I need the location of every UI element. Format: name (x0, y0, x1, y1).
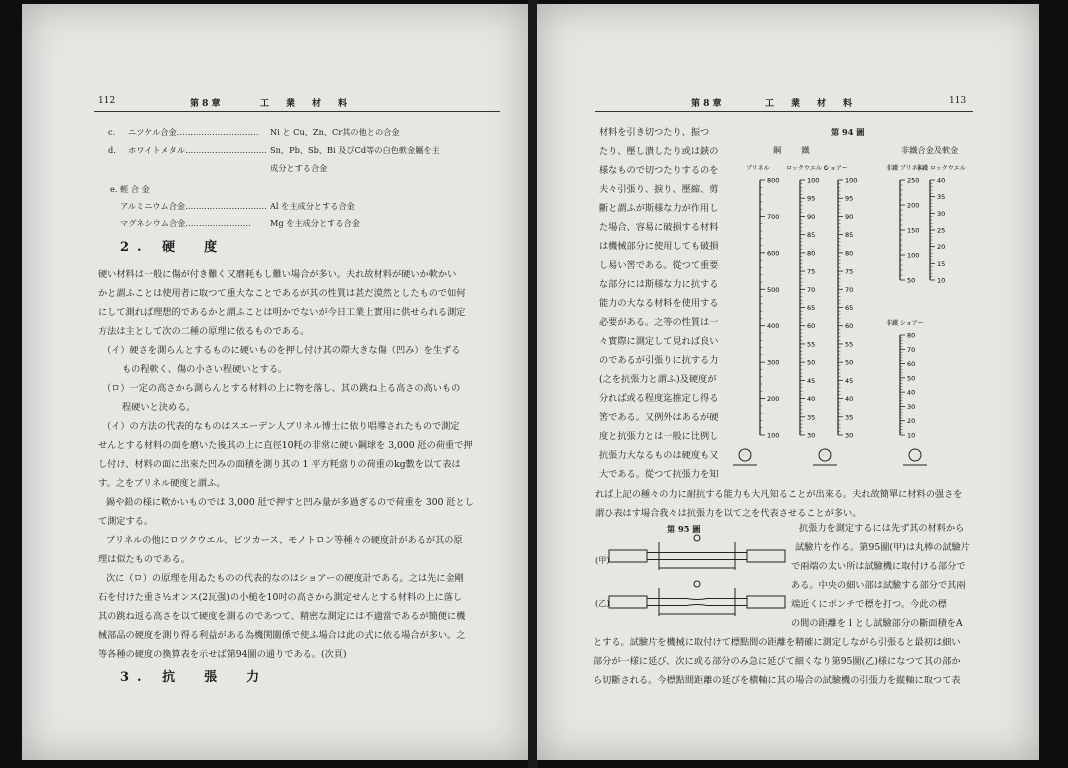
light-alloy-al-name: アルミニウム合金………………………… (120, 201, 267, 211)
indenter-sketch (739, 449, 751, 461)
chapter-title: 工 業 材 料 (260, 99, 352, 109)
cross-section-circle (694, 581, 700, 587)
nomogram-tick-label: 40 (807, 395, 816, 404)
chapter-title: 工 業 材 料 (765, 99, 857, 109)
paragraph-line: かと謂ふことは使用者に取つて重大なことであるが其の性質は甚だ漠然としたもので如何 (98, 288, 466, 299)
column-line: は機械部分に使用しても破損 (599, 241, 719, 252)
nomogram-tick-label: 40 (845, 395, 854, 404)
alloy-d-marker: d. (108, 145, 116, 155)
side-line: 試驗片を作る。第95圖(甲)は丸棒の試驗片 (795, 542, 971, 553)
nomogram-tick-label: 95 (807, 194, 816, 203)
nomogram-scale-label: 非鐵 ブリネル (886, 165, 924, 172)
column-line: 抗張力大なるものは硬度も又 (599, 450, 719, 461)
paragraph-line: （ロ）一定の高さから測らんとする材料の上に物を落し、其の跳ね上る高さの高いもの (102, 383, 461, 394)
nomogram-tick-label: 50 (807, 358, 816, 367)
specimen-b-necked (647, 599, 747, 606)
nomogram-tick-label: 35 (807, 413, 816, 422)
alloy-d-name: ホワイトメタル………………………… (128, 145, 267, 155)
side-line: 端近くにポンチで標を打つ。今此の標 (791, 599, 947, 610)
bottom-line: ら切斷される。今標點間距離の延びを横軸に其の場合の試驗機の引張力を縦軸に取つて表 (593, 675, 961, 686)
light-alloy-mg-name: マグネシウム合金…………………… (120, 218, 251, 228)
nomogram-tick-label: 30 (807, 431, 816, 440)
paragraph-line: 械部品の硬度を測り得る利益がある為機関關係で使ふ場合は此の式に依る場合が多い。之 (98, 630, 466, 641)
column-line: 斷と謂ふが斯様な力が作用し (599, 203, 719, 214)
nomogram-tick-label: 150 (907, 226, 920, 235)
column-line: 能力の大なる材料を使用する (599, 298, 719, 309)
alloy-d-desc-cont: 成分とする合金 (270, 163, 328, 173)
column-line: 材料を引き切つたり、振つ (599, 127, 710, 138)
nomogram-tick-label: 300 (767, 358, 780, 367)
nomogram-scale-label: ショアー (824, 165, 848, 172)
alloy-c-desc: Ni と Cu、Zn、Cr其の他との合金 (270, 127, 400, 137)
nomogram-scale (824, 165, 857, 440)
nomogram-scale-label: 非鐵 ショアー (886, 320, 924, 327)
right-page (537, 4, 1039, 760)
specimen-a-end-left (609, 550, 647, 562)
paragraph-line: 等各種の硬度の換算表を示せば第94圖の通りである。(次頁) (98, 649, 347, 660)
nomogram-tick-label: 75 (807, 267, 816, 276)
nomogram-scale-label: ブリネル (746, 165, 770, 172)
paragraph-line: にして測れば理想的であるかと謂ふことは明かでないが今日工業上實用に供せられる測定 (98, 307, 466, 318)
nomogram-tick-label: 100 (807, 176, 820, 185)
column-line: 々實際に測定して見れば良い (599, 336, 719, 347)
nomogram-tick-label: 20 (907, 417, 916, 426)
figure-94-steel-label: 鋼 鐵 (773, 145, 816, 155)
nomogram-tick-label: 45 (807, 376, 816, 385)
column-line: のであるが引張りに抗する力 (599, 355, 719, 366)
nomogram-tick-label: 30 (845, 431, 854, 440)
nomogram-scale-label: 非鐵 ロックウエル (916, 165, 966, 172)
nomogram-tick-label: 90 (807, 212, 816, 221)
nomogram-tick-label: 25 (937, 226, 946, 235)
chapter-label: 第 8 章 (691, 99, 722, 109)
nomogram-tick-label: 45 (845, 376, 854, 385)
nomogram-tick-label: 200 (767, 395, 780, 404)
nomogram-tick-label: 85 (807, 231, 816, 240)
column-line: 夫々引張り、捩り、壓縮、剪 (599, 184, 719, 195)
nomogram-scale (886, 319, 924, 440)
nomogram-tick-label: 50 (907, 276, 916, 285)
indenter-sketch (819, 449, 831, 461)
side-line: ある。中央の細い部は試驗する部分で其兩 (791, 580, 966, 591)
paragraph-line: て測定する。 (98, 516, 154, 527)
nomogram-tick-label: 70 (845, 285, 854, 294)
side-line: の間の距離を l とし試驗部分の斷面積をA (791, 618, 963, 629)
column-line: たり、壓し潰したり或は鋏の (599, 146, 719, 157)
nomogram-tick-label: 800 (767, 176, 780, 185)
nomogram-scale (746, 164, 779, 440)
paragraph-line: せんとする材料の面を磨いた後其の上に直徑10粍の非常に硬い鋼球を 3,000 瓩の荷重で押 (98, 440, 473, 451)
nomogram-tick-label: 200 (907, 201, 920, 210)
figure-95-a-label: (甲) (595, 555, 610, 565)
specimen-b-end-right (747, 596, 785, 608)
nomogram-tick-label: 100 (845, 176, 858, 185)
nomogram-tick-label: 70 (907, 345, 916, 354)
header-rule (595, 111, 973, 112)
hardness-nomogram (730, 135, 980, 480)
column-line: 分れば或る程度迄推定し得る (599, 393, 719, 404)
nomogram-tick-label: 40 (937, 176, 946, 185)
paragraph-line: 理は似たものである。 (98, 554, 190, 565)
nomogram-tick-label: 55 (807, 340, 816, 349)
full-line: れば上記の種々の力に耐抗する能力も大凡知ることが出來る。夫れ故簡單に材料の强さを (595, 489, 963, 500)
nomogram-tick-label: 250 (907, 176, 920, 185)
paragraph-line: （イ）硬さを測らんとするものに硬いものを押し付け其の際大きな傷（凹み）を生ずる (102, 345, 461, 356)
nomogram-scale (916, 164, 966, 285)
nomogram-scale-label: ロックウエル C (786, 165, 828, 172)
nomogram-tick-label: 60 (907, 360, 916, 369)
paragraph-line: 次に（ロ）の原理を用ゐたものの代表的なのはショアーの硬度計である。之は先に金剛 (106, 573, 464, 584)
nomogram-tick-label: 40 (907, 388, 916, 397)
nomogram-tick-label: 400 (767, 322, 780, 331)
light-alloy-heading: e. 輕 合 金 (110, 184, 150, 194)
nomogram-tick-label: 95 (845, 194, 854, 203)
figure-94-label: 第 94 圖 (831, 127, 865, 137)
column-line: 必要がある。之等の性質は一 (599, 317, 719, 328)
nomogram-tick-label: 65 (845, 304, 854, 312)
nomogram-tick-label: 90 (845, 212, 854, 221)
figure-94-nonferrous-label: 非鐵合金及軟金 (901, 145, 959, 155)
chapter-label: 第 8 章 (190, 99, 221, 109)
paragraph-line: 其の跳ね返る高さを以て硬度を測るのであつて、精密な測定には不適當であるが簡便に機 (98, 611, 466, 622)
nomogram-scale (886, 164, 924, 285)
column-line: (之を抗張力と謂ふ)及硬度が (599, 374, 717, 385)
nomogram-tick-label: 500 (767, 285, 780, 294)
bottom-line: 部分が一様に延び、次に或る部分のみ急に延びて細くなり第95圖(乙)様になつて其の部か (593, 656, 961, 667)
nomogram-tick-label: 30 (937, 209, 946, 218)
nomogram-tick-label: 35 (937, 193, 946, 202)
nomogram-tick-label: 70 (807, 285, 816, 294)
side-line: 抗張力を測定するには先ず其の材料から (799, 523, 965, 534)
paragraph-line: す。之をブリネル硬度と謂ふ。 (98, 478, 226, 489)
nomogram-tick-label: 20 (937, 243, 946, 252)
figure-95-b-label: (乙) (595, 598, 610, 608)
alloy-c-marker: c. (108, 127, 116, 137)
nomogram-tick-label: 100 (907, 251, 920, 260)
nomogram-tick-label: 50 (845, 358, 854, 367)
light-alloy-mg-desc: Mg を主成分とする合金 (270, 218, 360, 228)
nomogram-tick-label: 80 (845, 249, 854, 258)
paragraph-line: 石を付けた重さ½オンス(2瓦强)の小槌を10吋の高さから測定せんとする材料の上に落し (98, 592, 463, 603)
full-line: 謂ひ表はす場合我々は抗張力を以て之を代表させることが多い。 (595, 508, 862, 519)
nomogram-tick-label: 700 (767, 212, 780, 221)
nomogram-tick-label: 50 (907, 374, 916, 383)
nomogram-tick-label: 10 (937, 276, 946, 285)
section-3-heading: 3. 抗 張 力 (120, 670, 268, 685)
tensile-specimen-figure (599, 532, 804, 630)
nomogram-tick-label: 60 (845, 322, 854, 331)
paragraph-line: もの程軟く、傷の小さい程硬いとする。 (122, 364, 288, 375)
paragraph-line: ブリネルの他にロツクウエル、ビツカース、モノトロン等種々の硬度計があるが其の原 (106, 535, 463, 546)
nomogram-tick-label: 35 (845, 413, 854, 422)
alloy-c-name: ニツケル合金………………………… (128, 127, 259, 137)
column-line: 様なもので切つたりするのを (599, 165, 719, 176)
column-line: し易い筈である。從つて重要 (599, 260, 719, 271)
light-alloy-al-desc: Al を主成分とする合金 (270, 201, 355, 211)
nomogram-tick-label: 100 (767, 431, 780, 440)
paragraph-line: 錫や鉛の様に軟かいものでは 3,000 瓩で押すと凹み量が多過ぎるので荷重を 300 瓩とし (106, 497, 474, 508)
page-number: 112 (98, 96, 116, 106)
paragraph-line: 硬い材料は一般に傷が付き難く又磨耗もし難い場合が多い。夫れ故材料が硬いか軟かい (98, 269, 457, 280)
column-line: な部分には斯様な力に抗する (599, 279, 719, 290)
page-number: 113 (949, 96, 967, 106)
nomogram-tick-label: 65 (807, 304, 816, 312)
alloy-d-desc: Sn、Pb、Sb、Bi 及びCd等の白色軟金屬を主 (270, 145, 440, 155)
header-rule (94, 111, 500, 112)
nomogram-tick-label: 10 (907, 431, 916, 440)
nomogram-tick-label: 80 (907, 331, 916, 340)
paragraph-line: 程硬いと決める。 (122, 402, 196, 413)
nomogram-tick-label: 60 (807, 322, 816, 331)
indenter-sketch (909, 449, 921, 461)
cross-section-circle (694, 535, 700, 541)
nomogram-tick-label: 30 (907, 402, 916, 411)
column-line: 度と抗張力とは一般に比例し (599, 431, 719, 442)
column-line: た場合、容易に破損する材料 (599, 222, 719, 233)
column-line: 筈である。又例外はあるが硬 (599, 412, 719, 423)
nomogram-tick-label: 85 (845, 231, 854, 240)
paragraph-line: （イ）の方法の代表的なものはスエーデン人ブリネル博士に依り唱導されたもので測定 (102, 421, 460, 432)
section-2-heading: 2. 硬 度 (120, 240, 226, 255)
nomogram-tick-label: 80 (807, 249, 816, 258)
specimen-a (609, 535, 785, 570)
specimen-b (609, 581, 785, 616)
paragraph-line: 方法は主として次の二種の原理に依るものである。 (98, 326, 310, 337)
left-page (22, 4, 528, 760)
specimen-a-end-right (747, 550, 785, 562)
nomogram-scale (786, 165, 828, 440)
side-line: で兩端の太い所は試驗機に取付ける部分で (791, 561, 966, 572)
specimen-a-center (647, 553, 747, 560)
paragraph-line: し付け、材料の面に出來た凹みの面積を測り其の 1 平方粍當りの荷重のkg數を以て表は (98, 459, 461, 470)
column-line: 大である。從つて抗張力を知 (599, 469, 719, 480)
bottom-line: とする。試驗片を機械に取付けて標點間の距離を精確に測定しながら引張ると最初は細い (593, 637, 961, 648)
nomogram-tick-label: 75 (845, 267, 854, 276)
specimen-b-end-left (609, 596, 647, 608)
nomogram-tick-label: 55 (845, 340, 854, 349)
figure-95-label: 第 95 圖 (667, 524, 701, 534)
nomogram-tick-label: 600 (767, 249, 780, 258)
nomogram-tick-label: 15 (937, 259, 946, 268)
